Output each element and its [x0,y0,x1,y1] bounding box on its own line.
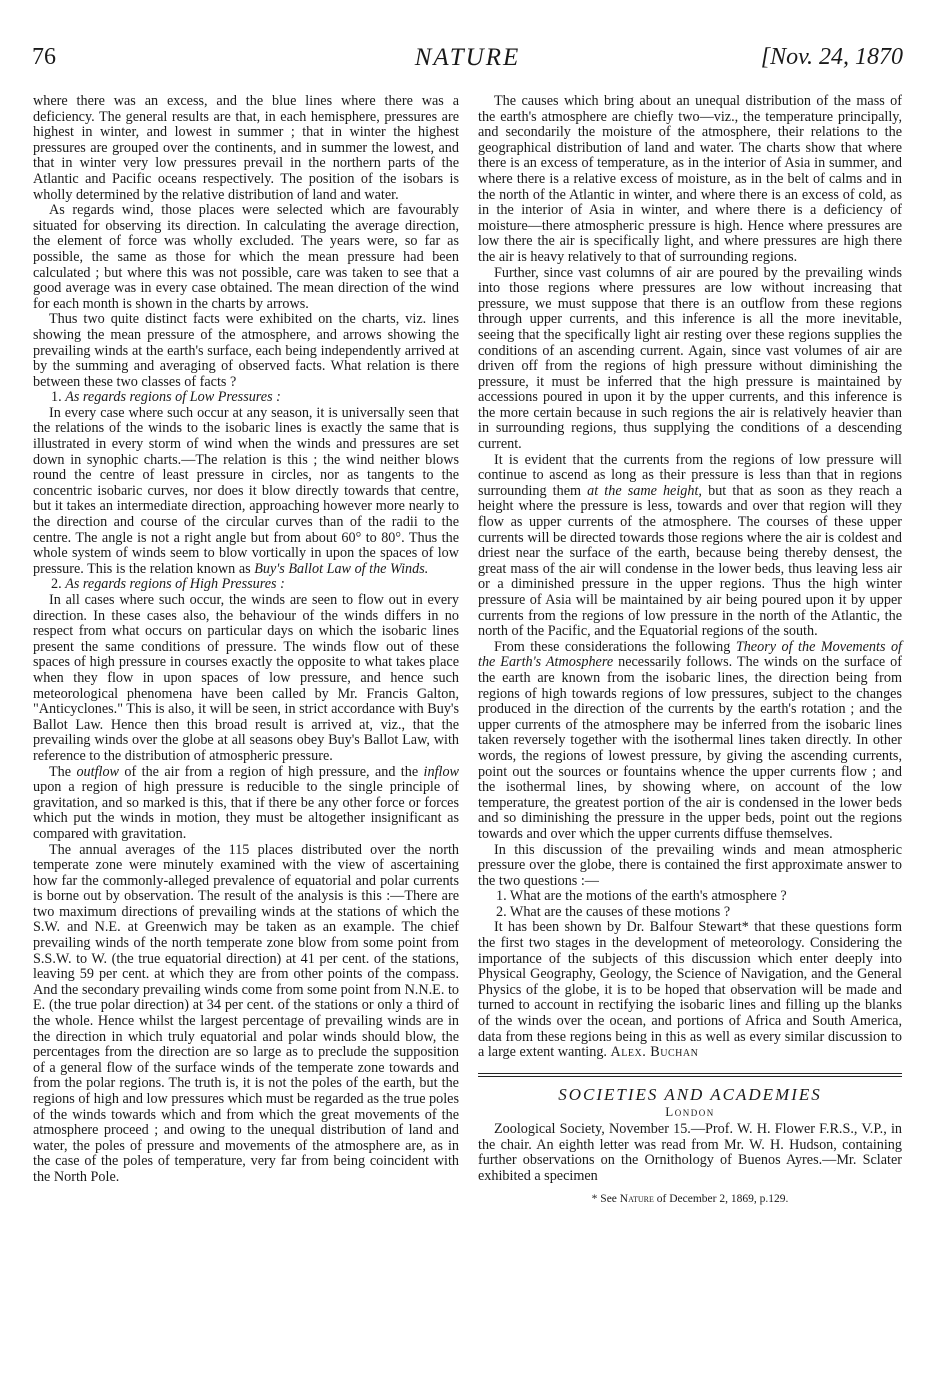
section-divider [478,1073,902,1077]
page-number: 76 [32,44,56,70]
paragraph: Thus two quite distinct facts were exhibited on the charts, viz. lines showing the mean pressure of the atmosphere, and arrows showing the prevailing winds at the earth's surface, each being independently arrived at by the summing and averaging of observed facts. What relation is there between these two classes of facts ? [33,311,459,390]
subheading-high-pressure: 2. As regards regions of High Pressures : [51,576,285,593]
author-signature: Alex. Buchan [610,1044,699,1061]
paragraph: The outflow of the air from a region of high pressure, and the inflow upon a region of high pressure is reducible to the single principle of gravitation, and so marked is this, that if there be any other force or forces which put the winds in motion, they must be altogether insignificant as compared with gravitation. [33,763,460,842]
right-column [478,94,902,1208]
subheading-low-pressure: 1. As regards regions of Low Pressures : [51,389,281,406]
running-header [32,44,903,80]
paragraph: It has been shown by Dr. Balfour Stewart* that these questions form the first two stages in the development of meteorology. Considering the importance of the subjects of this discussion which enter deeply into Physical Geography, Geology, the Science of Navigation, and the General Physics of the globe, it is to be hoped that observation will be made and turned to account in rectifying the isobaric lines and filling up the blanks of the winds over the ocean, and portions of Africa and South America, data from these regions being in this as well as every similar discussion to a large extent wanting. Alex. Buchan [478,919,902,1061]
left-column [33,94,459,1186]
paragraph: The causes which bring about an unequal distribution of the mass of the earth's atmosphere are chiefly two—viz., the temperature principally, and secondarily the moisture of the atmosphere, their relations to the geographical distribution of land and water. The charts show that where there is an excess of temperature, as in the interior of Asia in summer, and where there is a relative excess of moisture, as in the belt of calms and in the north of the Atlantic in winter, and where there is an excess of cold, as in the interior of Asia in winter, and where there is a deficiency of moisture—there atmospheric pressure is high. Hence where pressures are low there the air is specifically light, and where pressures are high there the air is heavy relatively to that of surrounding regions. [478,93,902,265]
section-city: London [665,1104,715,1120]
paragraph: In all cases where such occur, the winds are seen to flow out in every direction. In these cases also, the behaviour of the winds differs in no respect from what occurs on particular days on which the isobaric lines present the same conditions of pressure. The winds flow out of these spaces of high pressure in courses exactly the opposite to what takes place when they flow in upon spaces of low pressure, and hence such meteorological phenomena have been called by Mr. Francis Galton, "Anticyclones." This is also, it will be seen, in strict accordance with Buy's Ballot Law. Hence then this broad result is arrived at, viz., that the prevailing winds over the globe at all seasons obey Buy's Ballot Law, with reference to the distribution of atmospheric pressure. [33,592,459,764]
paragraph: In every case where such occur at any season, it is universally seen that the relations of the winds to the isobaric lines is exactly the same that is illustrated in every storm of wind when the winds and pressures are set down in synophic charts.—The relation is this ; the wind neither blows round the centre of least pressure in circles, nor as tangents to the concentric isobaric curves, nor does it blow directly towards that centre, but it takes an intermediate direction, approaching however more nearly to the direction and course of the circular curves than of the radii to the centre. The angle is not a right angle but from about 60° to 80°. Thus the whole system of winds seem to blow vortically in upon the spaces of low pressure. This is the relation known as Buy's Ballot Law of the Winds. [33,404,459,577]
issue-date: [Nov. 24, 1870 [760,44,903,70]
paragraph: It is evident that the currents from the regions of low pressure will continue to ascend as long as their pressure is less than that in regions surrounding them at the same height, but that as soon as they reach a height where the pressure is less, towards and over that region will they flow as upper currents of the atmosphere. The courses of these upper currents will be directed towards those regions where the air is coldest and driest near the surface of the earth, because being thereby densest, the great mass of the air will condense in the lower beds, thus leaving less air or a diminished pressure in the upper regions. Thus the high winter pressure of Asia will be maintained by air being poured upon it by upper currents from the regions of low pressure in the north of the Atlantic, the north of the Pacific, and the Equatorial regions of the south. [478,451,903,640]
question-2: 2. What are the causes of these motions ? [496,903,731,920]
section-title: SOCIETIES AND ACADEMIES [558,1084,822,1104]
paragraph: The annual averages of the 115 places distributed over the north temperate zone were minutely examined with the view of ascertaining how far the commonly-alleged prevalence of equatorial and polar currents is borne out by observation. The result of the analysis is this :—There are two maximum directions of prevailing winds at the stations of which the S.W. and N.E. at Greenwich may be taken as an example. The chief prevailing winds of the north temperate zone blow from some point from S.S.W. to W. (the true equatorial direction) at 41 per cent. of the stations, leaving 59 per cent. at which they are from other points of the compass. And the secondary prevailing winds come from some point from N.N.E. to E. (the true polar direction) at 34 per cent. of the stations or only a third of the whole. Hence whilst the largest percentage of prevailing winds are in the direction in which truly equatorial and polar winds should blow, the percentages from the direction are so large as to preclude the supposition of a general flow of the surface winds of the temperate zone towards and from the polar regions. The truth is, it is not the poles of the earth, but the regions of high and low pressures which must be regarded as the true poles of the winds towards which and from which the great movements of the atmosphere proceed ; and owing to the unequal distribution of land and water, the poles of pressure and movements of the atmosphere are, as in the case of the poles of temperature, very far from being coincident with the North Pole. [33,841,459,1185]
journal-title: NATURE [414,44,521,71]
paragraph: In this discussion of the prevailing winds and mean atmospheric pressure over the globe, there is contained the first approximate answer to the two questions :— [478,841,902,889]
paragraph: As regards wind, those places were selected which are favourably situated for observing its direction. In calculating the average direction, the element of force was wholly excluded. The years were, so far as possible, the same as those for which the mean pressure had been calculated ; but where this was not possible, care was taken to see that a good average was in every case obtained. The mean direction of the wind for each month is shown in the charts by arrows. [33,202,459,312]
paragraph: From these considerations the following Theory of the Movements of the Earth's Atmosphere necessarily follows. The winds on the surface of the earth are known from the isobaric lines, the direction being from regions of high towards regions of low pressures, subject to the changes produced in the direction of the currents by the earth's rotation ; and the upper currents of the atmosphere may be inferred from the isobaric lines taken reversely together with the isothermal lines taken directly. In other words, the regions of lowest pressure, by giving the ascending currents, point out the sources or fountains whence the upper currents flow ; and the isothermal lines, by showing where, on account of the low temperature, the greatest portion of the air is condensed in the lower beds and so diminishing the pressure in the upper beds, point out the regions towards and over which the upper currents diffuse themselves. [478,638,903,842]
question-1: 1. What are the motions of the earth's atmosphere ? [496,888,787,905]
paragraph: where there was an excess, and the blue lines where there was a deficiency. The general results are that, in each hemisphere, pressures are highest in winter, and lowest in summer ; that in winter the highest pressures are grouped over the continents, and in summer the lowest, and that in winter very low pressures prevail in the northern parts of the Atlantic and Pacific oceans respectively. The position of the isobars is wholly determined by the relative distribution of land and water. [33,93,459,203]
paragraph: Zoological Society, November 15.—Prof. W. H. Flower F.R.S., V.P., in the chair. An eighth letter was read from Mr. W. H. Hudson, containing further observations on the Ornithology of Buenos Ayres.—Mr. Sclater exhibited a specimen [478,1121,902,1184]
paragraph: Further, since vast columns of air are poured by the prevailing winds into those regions where pressures are low without increasing that pressure, we must suppose that there is an outflow from these regions through upper currents, and this inference is all the more inevitable, seeing that the specifically light air resting over these regions supplies the conditions of an ascending current. Again, since vast volumes of air are driven off from the regions of high pressure without diminishing the pressure, it must be inferred that the high pressure is maintained by accessions poured in upon it by the upper currents, and this inference is the more certain because in such regions the air is relatively heavier than in surrounding regions, thus supplying the conditions of a descending current. [478,264,902,453]
footnote: * See Nature of December 2, 1869, p.129. [591,1193,789,1206]
